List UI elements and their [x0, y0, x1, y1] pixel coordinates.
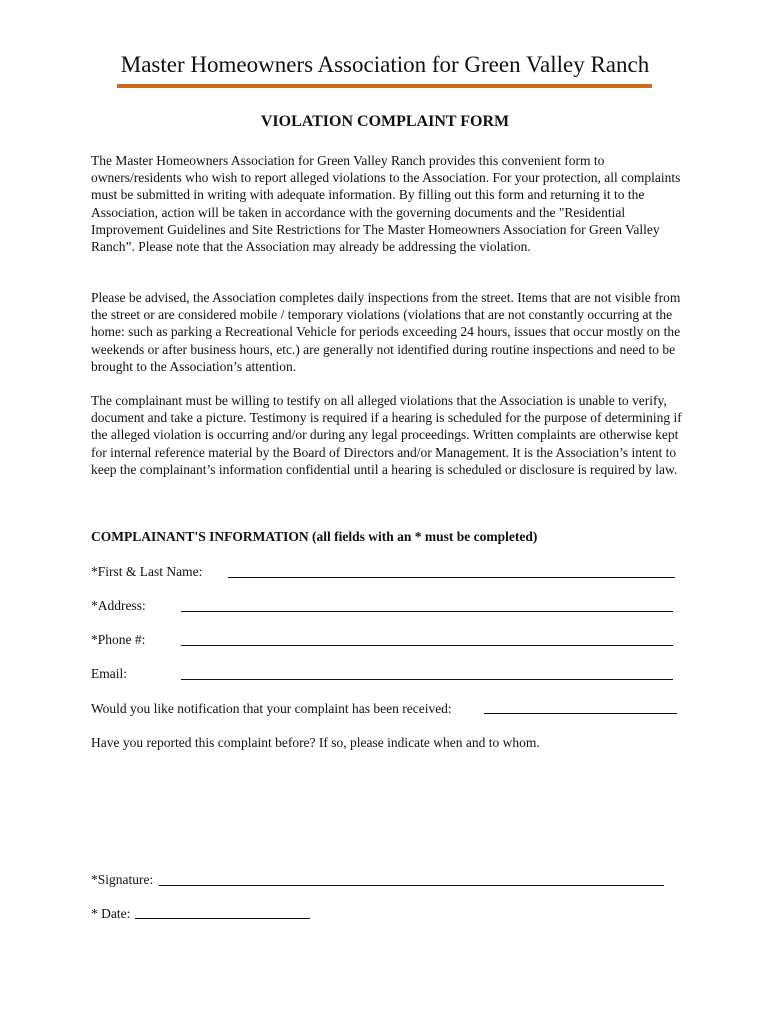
section-heading-title: COMPLAINANT'S INFORMATION — [91, 529, 309, 544]
date-field[interactable] — [135, 918, 310, 919]
address-field[interactable] — [181, 611, 673, 612]
signature-field[interactable] — [159, 885, 664, 886]
date-label: * Date: — [91, 906, 131, 921]
name-label: *First & Last Name: — [91, 564, 203, 579]
name-field[interactable] — [228, 577, 675, 578]
address-label: *Address: — [91, 598, 146, 613]
header-rule — [117, 84, 652, 88]
page-header: Master Homeowners Association for Green Valley Ranch — [120, 52, 650, 77]
phone-label: *Phone #: — [91, 632, 146, 647]
reported-before-question: Have you reported this complaint before? If so, please indicate when and to whom. — [91, 735, 540, 750]
intro-paragraph: The Master Homeowners Association for Green Valley Ranch provides this convenient form to owners/residents who wish to report alleged violations to the Association. For your protection, all complaints must be submitted in writing with adequate information. By filling out this form and returning it to the Association, action will be taken in accordance with the governing documents and the "Residential Improvement Guidelines and Site Restrictions for The Master Homeowners Association for Green Valley Ranch”. Please note that the Association may already be addressing the violation. — [91, 153, 681, 255]
complainant-section-heading — [91, 528, 537, 545]
reported-before-answer-area[interactable] — [91, 756, 677, 856]
form-title: VIOLATION COMPLAINT FORM — [260, 113, 510, 130]
notification-field[interactable] — [484, 713, 677, 714]
inspection-paragraph: Please be advised, the Association completes daily inspections from the street. Items that are not visible from the street or are considered mobile / temporary violations (violations that are not constantly occurring at the home: such as parking a Recreational Vehicle for periods exceeding 24 hours, issues that occur mostly on the weekends or after business hours, etc.) are generally not identified during routine inspections and need to be brought to the Association’s attention. — [91, 290, 681, 374]
email-field[interactable] — [181, 679, 673, 680]
email-label: Email: — [91, 666, 127, 681]
phone-field[interactable] — [181, 645, 673, 646]
section-heading-note: (all fields with an * must be completed) — [312, 529, 538, 544]
testimony-paragraph: The complainant must be willing to testify on all alleged violations that the Association is unable to verify, document and take a picture. Testimony is required if a hearing is scheduled for the purpose of determining if the alleged violation is occurring and/or during any legal proceedings. Written complaints are otherwise kept for internal reference material by the Board of Directors and/or Management. It is the Association’s intent to keep the complainant’s information confidential until a hearing is scheduled or disclosure is required by law. — [91, 393, 682, 477]
signature-label: *Signature: — [91, 872, 154, 887]
notification-question: Would you like notification that your complaint has been received: — [91, 701, 452, 716]
